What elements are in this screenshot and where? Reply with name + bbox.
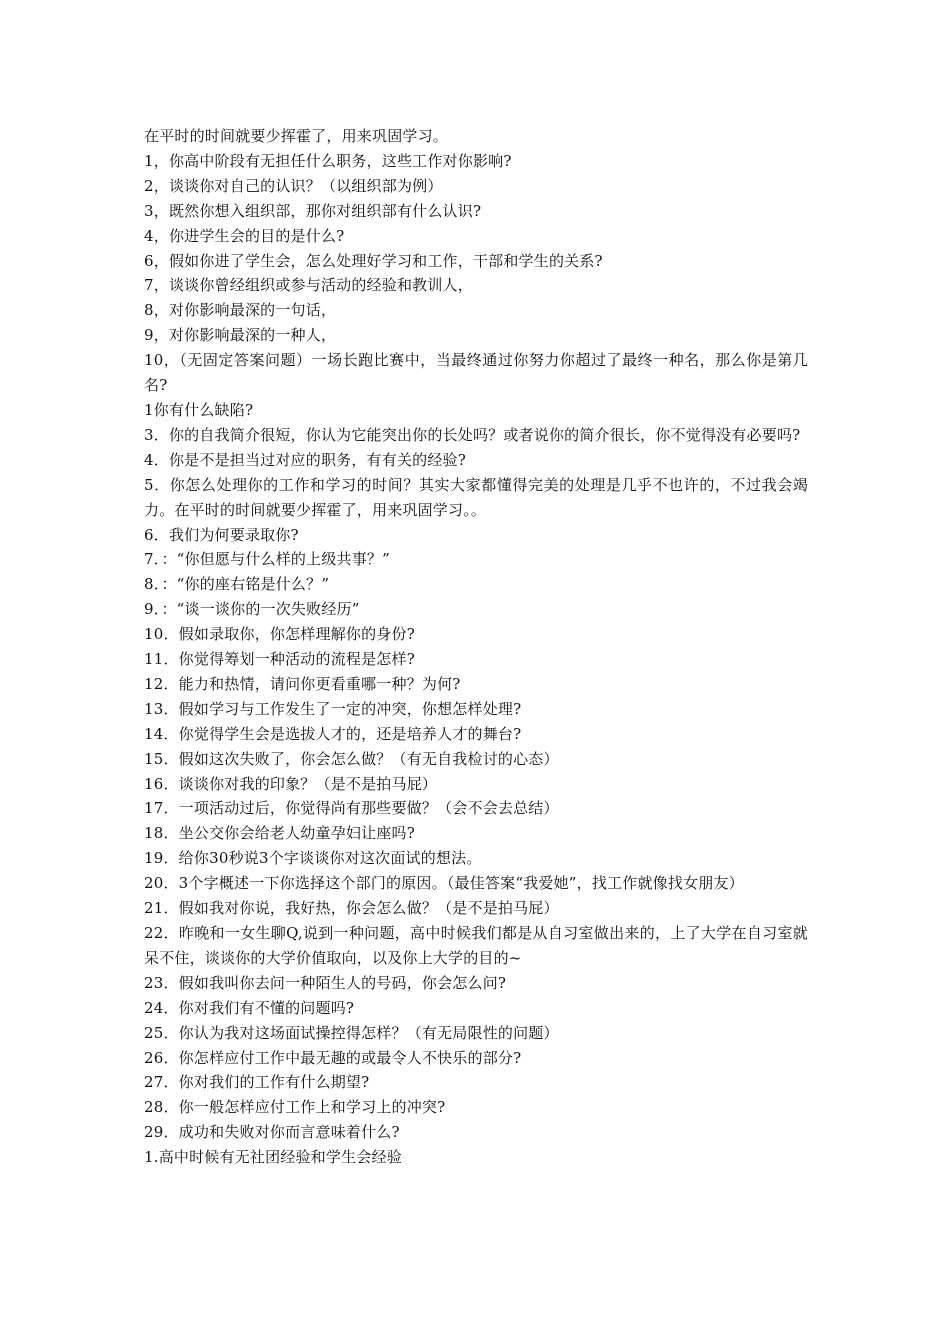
question-17-line: 17．一项活动过后，你觉得尚有那些要做？（会不会去总结）	[144, 799, 559, 818]
final-question-line: 1.高中时候有无社团经验和学生会经验	[144, 1148, 402, 1167]
question-29-line: 29．成功和失败对你而言意味着什么?	[144, 1123, 400, 1142]
question-14-line: 14．你觉得学生会是选拔人才的，还是培养人才的舞台?	[144, 724, 522, 743]
question-1-line: 1，你高中阶段有无担任什么职务，这些工作对你影响?	[144, 151, 512, 170]
question-15-line: 15．假如这次失败了，你会怎么做？（有无自我检讨的心态）	[144, 749, 559, 768]
question-12-line: 12．能力和热情，请问你更看重哪一种？为何?	[144, 674, 461, 693]
document-body	[144, 124, 808, 1170]
question-10-line: 10，（无固定答案问题）一场长跑比赛中，当最终通过你努力你超过了最终一种名，那么你是第几名?	[144, 351, 808, 395]
question-24-line: 24．你对我们有不懂的问题吗?	[144, 998, 355, 1017]
question-8-line: 8，对你影响最深的一句话，	[144, 301, 337, 320]
question-4-line: 4，你进学生会的目的是什么?	[144, 226, 345, 245]
question-9b-line: 9．：“谈一谈你的一次失败经历”	[144, 600, 360, 619]
question-7-line: 7，谈谈你曾经组织或参与活动的经验和教训人，	[144, 276, 473, 295]
question-20-line: 20．3个字概述一下你选择这个部门的原因。（最佳答案“我爱她”，找工作就像找女朋友）	[144, 874, 744, 893]
question-23-line: 23．假如我叫你去问一种陌生人的号码，你会怎么问?	[144, 973, 507, 992]
question-3b-line: 3．你的自我简介很短，你认为它能突出你的长处吗？或者说你的简介很长，你不觉得没有必要吗?	[144, 425, 801, 444]
question-8b-line: 8．：“你的座右铭是什么？”	[144, 575, 330, 594]
question-4b-line: 4．你是不是担当过对应的职务，有有关的经验?	[144, 450, 466, 469]
question-21-line: 21．假如我对你说，我好热，你会怎么做？（是不是拍马屁）	[144, 899, 559, 918]
question-5b-line: 5．你怎么处理你的工作和学习的时间？其实大家都懂得完美的处理是几乎不也许的，不过我会竭力。在平时的时间就要少挥霍了，用来巩固学习。。	[144, 475, 808, 519]
question-13-line: 13．假如学习与工作发生了一定的冲突，你想怎样处理?	[144, 699, 522, 718]
question-27-line: 27．你对我们的工作有什么期望?	[144, 1073, 370, 1092]
question-6-line: 6，假如你进了学生会，怎么处理好学习和工作，干部和学生的关系?	[144, 251, 603, 270]
question-9-line: 9，对你影响最深的一种人，	[144, 326, 337, 345]
question-22-line: 22．昨晚和一女生聊Q,说到一种问题，高中时候我们都是从自习室做出来的，上了大学在自习室就呆不住，谈谈你的大学价值取向，以及你上大学的目的~	[144, 924, 808, 967]
question-28-line: 28．你一般怎样应付工作上和学习上的冲突?	[144, 1098, 446, 1117]
text-line: 在平时的时间就要少挥霍了，用来巩固学习。	[144, 127, 449, 145]
question-6b-line: 6．我们为何要录取你?	[144, 525, 299, 544]
question-19-line: 19．给你30秒说3个字谈谈你对这次面试的想法。	[144, 849, 482, 868]
question-10b-line: 10．假如录取你，你怎样理解你的身份?	[144, 625, 415, 644]
question-26-line: 26．你怎样应付工作中最无趣的或最令人不快乐的部分?	[144, 1048, 522, 1067]
question-1b-line: 1你有什么缺陷?	[144, 400, 254, 419]
question-2-line: 2，谈谈你对自己的认识？（以组织部为例）	[144, 176, 443, 195]
question-18-line: 18．坐公交你会给老人幼童孕妇让座吗?	[144, 824, 415, 843]
question-11-line: 11．你觉得筹划一种活动的流程是怎样?	[144, 650, 415, 669]
question-25-line: 25．你认为我对这场面试操控得怎样？（有无局限性的问题）	[144, 1023, 559, 1042]
question-3-line: 3，既然你想入组织部，那你对组织部有什么认识?	[144, 201, 482, 220]
question-16-line: 16．谈谈你对我的印象？（是不是拍马屁）	[144, 774, 438, 793]
question-7b-line: 7．：“你但愿与什么样的上级共事？”	[144, 550, 390, 569]
